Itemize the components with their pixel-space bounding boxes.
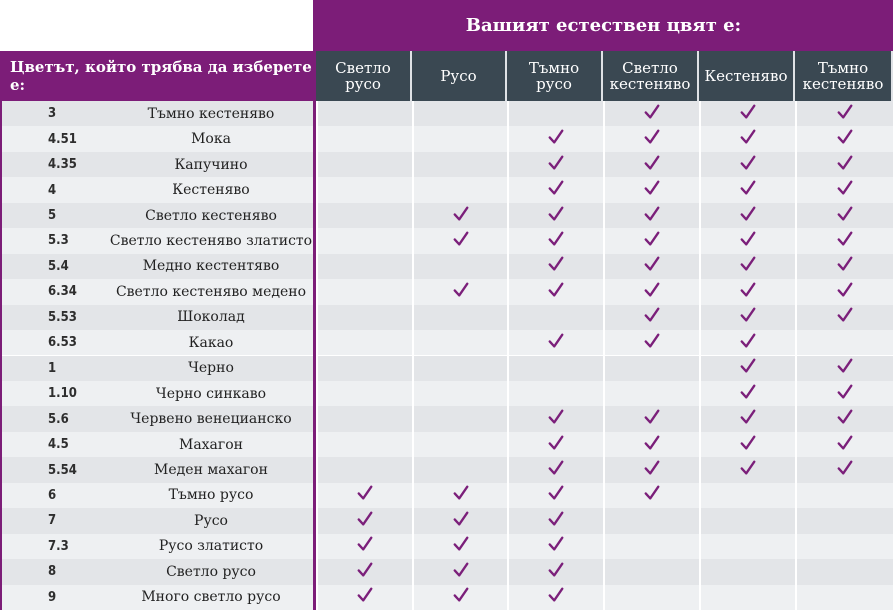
- match-cell: [412, 203, 507, 228]
- check-icon: [836, 434, 854, 456]
- check-icon: [739, 281, 757, 303]
- shade-name: Светло кестеняво медено: [115, 283, 307, 300]
- match-cell: [507, 406, 603, 431]
- match-cell: [603, 330, 699, 355]
- check-icon: [739, 103, 757, 125]
- match-cell: [699, 457, 795, 482]
- check-icon: [836, 128, 854, 150]
- column-header-label: Кестеняво: [704, 66, 788, 85]
- shade-name: Черно синкаво: [155, 385, 267, 402]
- table-left-border: [0, 51, 2, 610]
- match-cell: [603, 534, 699, 559]
- match-cell: [795, 534, 893, 559]
- match-cell: [795, 356, 893, 381]
- match-cell: [507, 228, 603, 253]
- match-cell: [507, 203, 603, 228]
- match-cell: [603, 457, 699, 482]
- match-cell: [507, 559, 603, 584]
- check-icon: [356, 484, 374, 506]
- check-icon: [836, 179, 854, 201]
- match-cell: [316, 534, 412, 559]
- shade-code: 4: [48, 182, 57, 198]
- match-cell: [316, 559, 412, 584]
- match-cell: [412, 152, 507, 177]
- match-cell: [412, 585, 507, 610]
- column-header-1: [412, 51, 507, 101]
- match-cell: [795, 559, 893, 584]
- shade-name: Светло русо: [166, 563, 256, 580]
- table-row: [0, 457, 893, 483]
- match-cell: [795, 254, 893, 279]
- match-cell: [699, 177, 795, 202]
- table-row: [0, 432, 893, 458]
- column-header-3: [603, 51, 699, 101]
- check-icon: [739, 332, 757, 354]
- check-icon: [643, 332, 661, 354]
- table-row: [0, 381, 893, 407]
- match-cell: [795, 381, 893, 406]
- match-cell: [412, 508, 507, 533]
- shade-name: Светло кестеняво златисто: [109, 232, 313, 249]
- shade-code: 5.6: [48, 411, 69, 427]
- match-cell: [412, 381, 507, 406]
- match-cell: [507, 508, 603, 533]
- match-cell: [603, 126, 699, 151]
- shade-code: 6.34: [48, 284, 77, 300]
- match-cell: [699, 101, 795, 126]
- check-icon: [836, 255, 854, 277]
- match-cell: [795, 152, 893, 177]
- check-icon: [836, 306, 854, 328]
- match-cell: [316, 203, 412, 228]
- check-icon: [356, 510, 374, 532]
- check-icon: [547, 281, 565, 303]
- column-header-label: Светло русо: [335, 58, 391, 93]
- match-cell: [795, 177, 893, 202]
- match-cell: [699, 559, 795, 584]
- match-cell: [412, 483, 507, 508]
- check-icon: [452, 586, 470, 608]
- match-cell: [603, 177, 699, 202]
- match-cell: [603, 254, 699, 279]
- check-icon: [547, 154, 565, 176]
- check-icon: [643, 408, 661, 430]
- table-divider: [313, 0, 316, 610]
- match-cell: [699, 305, 795, 330]
- match-cell: [316, 508, 412, 533]
- check-icon: [356, 561, 374, 583]
- column-header-label: Тъмно русо: [528, 58, 580, 93]
- match-cell: [316, 432, 412, 457]
- check-icon: [739, 230, 757, 252]
- check-icon: [547, 255, 565, 277]
- match-cell: [412, 126, 507, 151]
- shade-name: Червено венецианско: [130, 411, 292, 428]
- table-row: [0, 152, 893, 178]
- match-cell: [699, 534, 795, 559]
- shade-name: Махагон: [178, 436, 244, 453]
- match-cell: [699, 406, 795, 431]
- shade-code: 5.53: [48, 309, 77, 325]
- match-cell: [412, 457, 507, 482]
- check-icon: [547, 205, 565, 227]
- column-header-label: Тъмно кестеняво: [802, 58, 884, 93]
- match-cell: [316, 228, 412, 253]
- match-cell: [699, 203, 795, 228]
- match-cell: [507, 356, 603, 381]
- match-cell: [699, 152, 795, 177]
- shade-name: Русо: [194, 512, 228, 529]
- shade-code: 7.3: [48, 538, 69, 554]
- check-icon: [836, 357, 854, 379]
- natural-color-title: Вашият естествен цвят е:: [465, 15, 742, 36]
- match-cell: [412, 559, 507, 584]
- natural-color-header: [314, 0, 893, 51]
- check-icon: [547, 535, 565, 557]
- match-cell: [699, 254, 795, 279]
- match-cell: [699, 330, 795, 355]
- check-icon: [643, 230, 661, 252]
- match-cell: [795, 508, 893, 533]
- check-icon: [452, 281, 470, 303]
- match-cell: [603, 432, 699, 457]
- shade-code: 8: [48, 564, 57, 580]
- match-cell: [603, 508, 699, 533]
- check-icon: [836, 408, 854, 430]
- check-icon: [547, 561, 565, 583]
- shade-code: 1: [48, 360, 57, 376]
- check-icon: [643, 154, 661, 176]
- match-cell: [603, 305, 699, 330]
- match-cell: [412, 101, 507, 126]
- check-icon: [739, 357, 757, 379]
- check-icon: [739, 383, 757, 405]
- shade-name: Светло кестеняво: [145, 207, 277, 224]
- check-icon: [452, 484, 470, 506]
- match-cell: [316, 101, 412, 126]
- shade-name: Какао: [188, 334, 234, 351]
- shade-code: 7: [48, 513, 57, 529]
- check-icon: [643, 103, 661, 125]
- match-cell: [412, 406, 507, 431]
- match-cell: [316, 254, 412, 279]
- table-row: [0, 126, 893, 152]
- check-icon: [547, 408, 565, 430]
- color-table: [0, 51, 893, 610]
- table-row: [0, 559, 893, 585]
- shade-name: Тъмно кестеняво: [147, 105, 275, 122]
- table-row: [0, 305, 893, 331]
- match-cell: [699, 432, 795, 457]
- match-cell: [412, 228, 507, 253]
- shade-name: Кестеняво: [172, 182, 250, 199]
- match-cell: [699, 126, 795, 151]
- match-cell: [412, 432, 507, 457]
- match-cell: [603, 406, 699, 431]
- check-icon: [452, 561, 470, 583]
- check-icon: [452, 535, 470, 557]
- match-cell: [316, 152, 412, 177]
- shade-code: 6.53: [48, 335, 77, 351]
- check-icon: [643, 205, 661, 227]
- match-cell: [412, 279, 507, 304]
- match-cell: [507, 305, 603, 330]
- shade-code: 3: [48, 106, 57, 122]
- check-icon: [547, 484, 565, 506]
- match-cell: [507, 152, 603, 177]
- check-icon: [836, 103, 854, 125]
- match-cell: [507, 432, 603, 457]
- check-icon: [836, 281, 854, 303]
- check-icon: [547, 586, 565, 608]
- match-cell: [507, 126, 603, 151]
- check-icon: [643, 484, 661, 506]
- check-icon: [547, 230, 565, 252]
- match-cell: [316, 305, 412, 330]
- table-row: [0, 177, 893, 203]
- shade-code: 5: [48, 208, 57, 224]
- match-cell: [507, 534, 603, 559]
- check-icon: [643, 434, 661, 456]
- check-icon: [547, 332, 565, 354]
- table-row: [0, 330, 893, 356]
- shade-code: 1.10: [48, 386, 77, 402]
- check-icon: [643, 179, 661, 201]
- table-row: [0, 101, 893, 127]
- match-cell: [603, 279, 699, 304]
- match-cell: [316, 381, 412, 406]
- check-icon: [356, 586, 374, 608]
- check-icon: [643, 128, 661, 150]
- check-icon: [739, 459, 757, 481]
- check-icon: [452, 510, 470, 532]
- match-cell: [507, 381, 603, 406]
- match-cell: [603, 483, 699, 508]
- shade-name: Мока: [191, 131, 231, 148]
- match-cell: [316, 356, 412, 381]
- shade-code: 5.4: [48, 258, 69, 274]
- check-icon: [452, 230, 470, 252]
- table-row: [0, 279, 893, 305]
- match-cell: [603, 559, 699, 584]
- table-row: [0, 483, 893, 509]
- shade-code: 5.3: [48, 233, 69, 249]
- match-cell: [795, 406, 893, 431]
- check-icon: [739, 179, 757, 201]
- match-cell: [507, 254, 603, 279]
- match-cell: [316, 457, 412, 482]
- check-icon: [452, 205, 470, 227]
- match-cell: [699, 483, 795, 508]
- match-cell: [507, 177, 603, 202]
- match-cell: [795, 585, 893, 610]
- shade-name: Черно: [188, 360, 234, 377]
- check-icon: [739, 255, 757, 277]
- shade-name: Много светло русо: [141, 589, 281, 606]
- check-icon: [547, 510, 565, 532]
- shade-code: 4.35: [48, 157, 77, 173]
- match-cell: [412, 254, 507, 279]
- match-cell: [795, 432, 893, 457]
- match-cell: [316, 330, 412, 355]
- table-row: [0, 534, 893, 560]
- table-row: [0, 356, 893, 382]
- check-icon: [739, 154, 757, 176]
- table-row: [0, 508, 893, 534]
- shade-name: Русо златисто: [158, 538, 264, 555]
- match-cell: [316, 585, 412, 610]
- check-icon: [836, 459, 854, 481]
- match-cell: [699, 585, 795, 610]
- match-cell: [507, 330, 603, 355]
- check-icon: [643, 281, 661, 303]
- check-icon: [836, 383, 854, 405]
- match-cell: [507, 279, 603, 304]
- table-row: [0, 585, 893, 611]
- shade-code: 9: [48, 589, 57, 605]
- table-row: [0, 228, 893, 254]
- table-row: [0, 406, 893, 432]
- match-cell: [412, 330, 507, 355]
- match-cell: [795, 101, 893, 126]
- match-cell: [316, 126, 412, 151]
- match-cell: [795, 279, 893, 304]
- match-cell: [507, 101, 603, 126]
- check-icon: [739, 205, 757, 227]
- match-cell: [603, 381, 699, 406]
- shade-name: Медно кестентяво: [142, 258, 280, 275]
- table-row: [0, 203, 893, 229]
- check-icon: [547, 179, 565, 201]
- match-cell: [507, 483, 603, 508]
- match-cell: [316, 406, 412, 431]
- check-icon: [547, 434, 565, 456]
- shade-code: 4.5: [48, 437, 69, 453]
- check-icon: [643, 306, 661, 328]
- match-cell: [699, 279, 795, 304]
- shade-code: 4.51: [48, 131, 77, 147]
- check-icon: [739, 434, 757, 456]
- shade-name: Капучино: [174, 156, 248, 173]
- match-cell: [699, 356, 795, 381]
- match-cell: [603, 101, 699, 126]
- check-icon: [739, 306, 757, 328]
- check-icon: [836, 154, 854, 176]
- match-cell: [507, 585, 603, 610]
- match-cell: [603, 585, 699, 610]
- check-icon: [356, 535, 374, 557]
- match-cell: [316, 177, 412, 202]
- table-row: [0, 254, 893, 280]
- check-icon: [739, 408, 757, 430]
- column-header-2: [507, 51, 603, 101]
- match-cell: [603, 152, 699, 177]
- match-cell: [795, 330, 893, 355]
- column-header-4: [699, 51, 795, 101]
- shade-name: Меден махагон: [154, 462, 268, 479]
- check-icon: [643, 459, 661, 481]
- shade-code: 5.54: [48, 462, 77, 478]
- match-cell: [795, 457, 893, 482]
- match-cell: [316, 279, 412, 304]
- match-cell: [603, 356, 699, 381]
- match-cell: [412, 356, 507, 381]
- match-cell: [603, 203, 699, 228]
- match-cell: [316, 483, 412, 508]
- shade-name: Тъмно русо: [168, 487, 254, 504]
- column-header-0: [316, 51, 412, 101]
- check-icon: [836, 230, 854, 252]
- shade-code: 6: [48, 487, 57, 503]
- match-cell: [795, 228, 893, 253]
- check-icon: [739, 128, 757, 150]
- match-cell: [412, 305, 507, 330]
- match-cell: [795, 126, 893, 151]
- left-column-header: [0, 51, 314, 101]
- match-cell: [795, 203, 893, 228]
- check-icon: [836, 205, 854, 227]
- match-cell: [507, 457, 603, 482]
- match-cell: [699, 508, 795, 533]
- column-header-label: Русо: [440, 66, 477, 85]
- match-cell: [795, 305, 893, 330]
- match-cell: [603, 228, 699, 253]
- match-cell: [412, 534, 507, 559]
- shade-name: Шоколад: [177, 309, 245, 326]
- match-cell: [795, 483, 893, 508]
- column-header-label: Светло кестеняво: [609, 58, 691, 93]
- check-icon: [547, 459, 565, 481]
- match-cell: [412, 177, 507, 202]
- match-cell: [699, 381, 795, 406]
- check-icon: [643, 255, 661, 277]
- match-cell: [699, 228, 795, 253]
- left-header-title: Цветът, който трябва да изберете е:: [10, 58, 312, 94]
- check-icon: [547, 128, 565, 150]
- column-header-5: [795, 51, 893, 101]
